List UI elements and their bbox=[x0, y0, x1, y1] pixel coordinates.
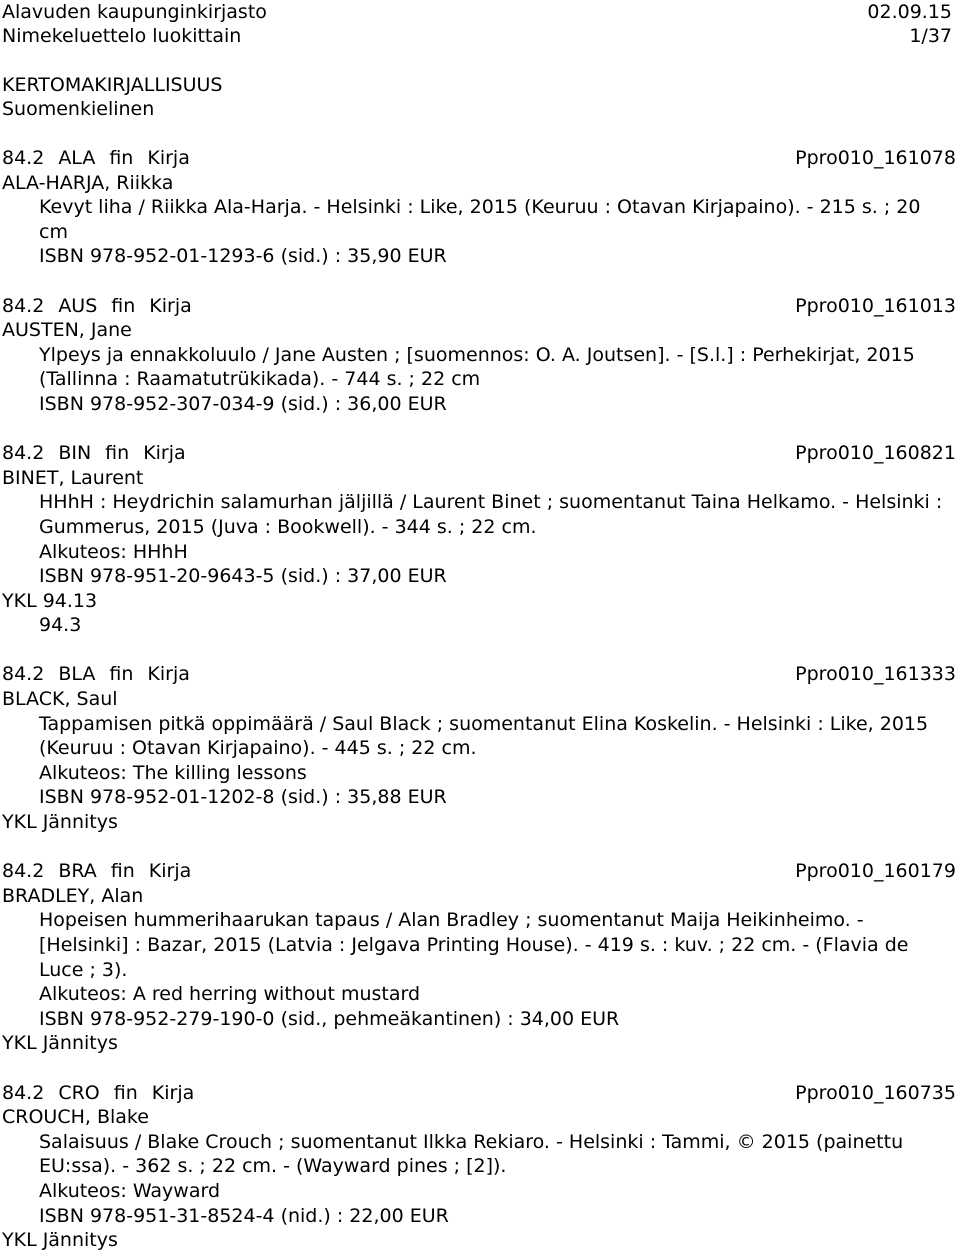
catalog-entry bbox=[2, 146, 956, 269]
entry-original-title: Alkuteos: A red herring without mustard bbox=[39, 983, 421, 1006]
entry-class-line bbox=[2, 441, 956, 466]
entry-class-line bbox=[2, 1081, 956, 1106]
entry-body bbox=[2, 490, 956, 588]
page-number: 1/37 bbox=[909, 25, 952, 47]
entry-body bbox=[2, 908, 956, 1031]
entry-class-code: 84.2 bbox=[2, 860, 45, 883]
report-date: 02.09.15 bbox=[867, 1, 952, 23]
entry-record-id: Ppro010_161333 bbox=[795, 663, 956, 686]
entry-record-id: Ppro010_160735 bbox=[795, 1081, 956, 1104]
entry-isbn-price: ISBN 978-952-279-190-0 (sid., pehmeäkantinen) : 34,00 EUR bbox=[39, 1007, 620, 1030]
entry-body bbox=[2, 1130, 956, 1228]
entry-material-type: Kirja bbox=[151, 1081, 195, 1104]
catalog-entry bbox=[2, 294, 956, 417]
catalog-entry bbox=[2, 662, 956, 834]
entry-body bbox=[2, 343, 956, 417]
entry-ykl-class: YKL Jännitys bbox=[2, 1032, 118, 1055]
entry-shelf-code: BIN bbox=[58, 442, 92, 465]
entry-ykl-class: YKL Jännitys bbox=[2, 811, 118, 834]
entry-classification bbox=[2, 1081, 208, 1106]
entry-material-type: Kirja bbox=[149, 294, 192, 317]
entry-shelf-code: BRA bbox=[58, 860, 97, 883]
entry-description: Tappamisen pitkä oppimäärä / Saul Black ; suomentanut Elina Koskelin. - Helsinki : Like, 2015 (Keuruu : Otavan Kirjapaino). - 445 s. ; 22 cm. bbox=[39, 712, 929, 760]
entry-shelf-code: BLA bbox=[58, 663, 96, 686]
entry-class-code: 84.2 bbox=[2, 294, 45, 317]
entry-record-id: Ppro010_160179 bbox=[795, 860, 956, 883]
entry-author: CROUCH, Blake bbox=[2, 1106, 149, 1129]
entry-classification bbox=[2, 441, 200, 466]
entry-body bbox=[2, 195, 956, 269]
entry-ykl-class: YKL Jännitys bbox=[2, 1229, 118, 1252]
entry-class-code: 84.2 bbox=[2, 442, 45, 465]
entry-list bbox=[2, 146, 956, 1253]
entry-description: Hopeisen hummerihaarukan tapaus / Alan Bradley ; suomentanut Maija Heikinheimo. - [Helsinki] : Bazar, 2015 (Latvia : Jelgava Printing House). - 419 s. : kuv. ; 22 cm. - (Flavia de Luce ; 3). bbox=[39, 909, 909, 981]
report-title: Nimekeluettelo luokittain bbox=[2, 25, 242, 47]
entry-record-id: Ppro010_161013 bbox=[795, 294, 956, 317]
entry-description: Kevyt liha / Riikka Ala-Harja. - Helsinki : Like, 2015 (Keuruu : Otavan Kirjapaino). - 215 s. ; 20 cm bbox=[39, 196, 921, 243]
catalog-entry bbox=[2, 859, 956, 1056]
entry-class-line bbox=[2, 294, 956, 319]
page-header-top bbox=[2, 0, 952, 24]
entry-class-code: 84.2 bbox=[2, 1081, 45, 1104]
entry-author: ALA-HARJA, Riikka bbox=[2, 171, 174, 194]
entry-classification bbox=[2, 662, 204, 687]
entry-isbn-price: ISBN 978-951-31-8524-4 (nid.) : 22,00 EUR bbox=[39, 1204, 449, 1227]
entry-classification bbox=[2, 859, 205, 884]
entry-isbn-price: ISBN 978-952-01-1293-6 (sid.) : 35,90 EUR bbox=[39, 245, 447, 268]
catalog-entry bbox=[2, 441, 956, 638]
entry-class-code: 84.2 bbox=[2, 663, 45, 686]
entry-description: HHhH : Heydrichin salamurhan jäljillä / Laurent Binet ; suomentanut Taina Helkamo. - Helsinki : Gummerus, 2015 (Juva : Bookwell). - 344 s. ; 22 cm. bbox=[39, 491, 943, 538]
section-title: KERTOMAKIRJALLISUUS bbox=[2, 74, 223, 96]
catalog-entry bbox=[2, 1081, 956, 1253]
entry-material-type: Kirja bbox=[148, 860, 192, 883]
entry-language: fin bbox=[113, 1081, 138, 1104]
entry-language: fin bbox=[109, 147, 134, 169]
entry-original-title: Alkuteos: Wayward bbox=[39, 1179, 221, 1202]
entry-class-code: 84.2 bbox=[2, 147, 45, 169]
entry-author: BRADLEY, Alan bbox=[2, 884, 144, 907]
entry-shelf-code: CRO bbox=[58, 1081, 100, 1104]
entry-isbn-price: ISBN 978-951-20-9643-5 (sid.) : 37,00 EUR bbox=[39, 565, 447, 588]
entry-class-line bbox=[2, 662, 956, 687]
entry-description: Ylpeys ja ennakkoluulo / Jane Austen ; [suomennos: O. A. Joutsen]. - [S.l.] : Perhekirjat, 2015 (Tallinna : Raamatutrükikada). - 744 s. ; 22 cm bbox=[39, 343, 915, 391]
entry-ykl-class-extra: 94.3 bbox=[39, 614, 82, 637]
entry-shelf-code: AUS bbox=[58, 294, 98, 317]
entry-ykl-class: YKL 94.13 bbox=[2, 589, 98, 612]
entry-material-type: Kirja bbox=[147, 147, 190, 169]
entry-material-type: Kirja bbox=[147, 663, 190, 686]
entry-record-id: Ppro010_160821 bbox=[795, 442, 956, 465]
section-subtitle: Suomenkielinen bbox=[2, 98, 155, 120]
entry-body bbox=[2, 712, 956, 810]
entry-author: BINET, Laurent bbox=[2, 466, 144, 489]
entry-record-id: Ppro010_161078 bbox=[795, 147, 956, 169]
entry-original-title: Alkuteos: The killing lessons bbox=[39, 761, 307, 784]
entry-isbn-price: ISBN 978-952-307-034-9 (sid.) : 36,00 EUR bbox=[39, 392, 447, 415]
page-header-bottom bbox=[2, 24, 952, 48]
entry-original-title: Alkuteos: HHhH bbox=[39, 540, 188, 563]
entry-author: AUSTEN, Jane bbox=[2, 319, 132, 342]
entry-class-line bbox=[2, 859, 956, 884]
entry-language: fin bbox=[109, 663, 134, 686]
entry-language: fin bbox=[105, 442, 130, 465]
entry-class-line bbox=[2, 146, 956, 171]
entry-description: Salaisuus / Blake Crouch ; suomentanut Ilkka Rekiaro. - Helsinki : Tammi, © 2015 (painettu EU:ssa). - 362 s. ; 22 cm. - (Wayward pines ; [2]). bbox=[39, 1130, 904, 1178]
entry-language: fin bbox=[110, 860, 135, 883]
entry-classification bbox=[2, 146, 204, 171]
library-name: Alavuden kaupunginkirjasto bbox=[2, 1, 267, 23]
entry-language: fin bbox=[111, 294, 136, 317]
entry-classification bbox=[2, 294, 206, 319]
entry-material-type: Kirja bbox=[143, 442, 186, 465]
entry-shelf-code: ALA bbox=[58, 147, 96, 169]
entry-author: BLACK, Saul bbox=[2, 688, 118, 711]
entry-isbn-price: ISBN 978-952-01-1202-8 (sid.) : 35,88 EUR bbox=[39, 786, 447, 809]
